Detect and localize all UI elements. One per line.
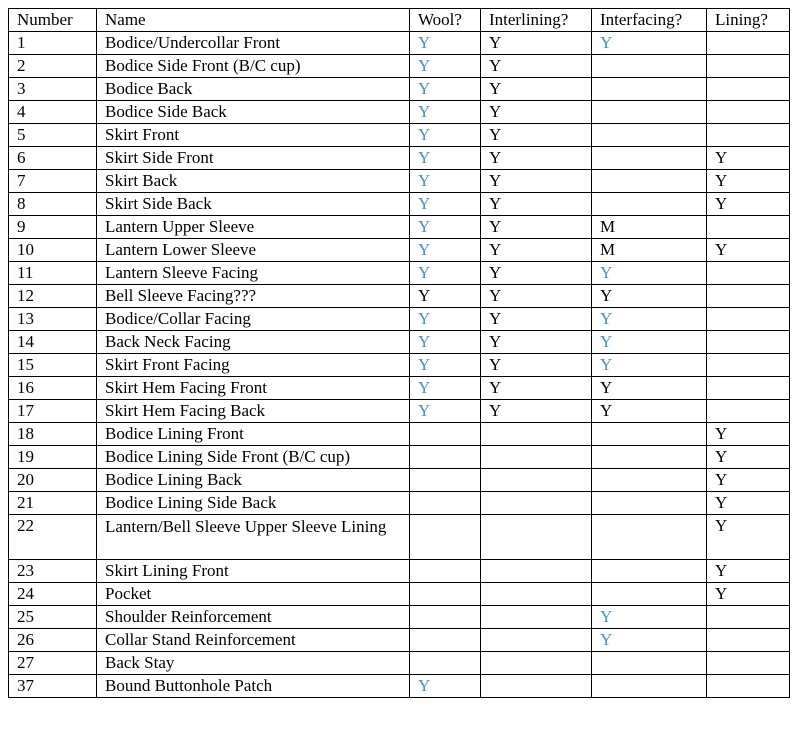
cell-interlining (481, 492, 592, 515)
cell-wool (410, 583, 481, 606)
cell-name: Skirt Side Front (97, 147, 410, 170)
table-row (9, 239, 790, 262)
cell-lining: Y (707, 147, 790, 170)
cell-interfacing: M (592, 239, 707, 262)
table-row (9, 78, 790, 101)
cell-wool: Y (410, 55, 481, 78)
table-row (9, 308, 790, 331)
cell-interlining: Y (481, 193, 592, 216)
cell-interlining: Y (481, 55, 592, 78)
cell-interfacing (592, 652, 707, 675)
cell-interfacing: M (592, 216, 707, 239)
cell-interfacing: Y (592, 377, 707, 400)
table-row (9, 32, 790, 55)
cell-interlining (481, 629, 592, 652)
table-row (9, 55, 790, 78)
cell-number: 9 (9, 216, 97, 239)
cell-wool: Y (410, 101, 481, 124)
table-row (9, 262, 790, 285)
cell-number: 13 (9, 308, 97, 331)
cell-name: Bodice Lining Side Front (B/C cup) (97, 446, 410, 469)
cell-lining (707, 331, 790, 354)
cell-lining: Y (707, 193, 790, 216)
cell-lining: Y (707, 583, 790, 606)
header-number: Number (9, 9, 97, 32)
cell-number: 10 (9, 239, 97, 262)
cell-interlining: Y (481, 262, 592, 285)
cell-lining (707, 400, 790, 423)
cell-number: 7 (9, 170, 97, 193)
cell-name: Bodice Lining Front (97, 423, 410, 446)
cell-interfacing (592, 560, 707, 583)
cell-wool (410, 606, 481, 629)
cell-name: Pocket (97, 583, 410, 606)
cell-wool: Y (410, 193, 481, 216)
cell-interlining: Y (481, 32, 592, 55)
cell-wool (410, 469, 481, 492)
cell-wool (410, 629, 481, 652)
cell-lining (707, 55, 790, 78)
header-wool: Wool? (410, 9, 481, 32)
cell-name: Back Stay (97, 652, 410, 675)
cell-name: Bodice Lining Back (97, 469, 410, 492)
cell-interfacing (592, 492, 707, 515)
cell-interlining: Y (481, 400, 592, 423)
cell-lining (707, 606, 790, 629)
table-row (9, 400, 790, 423)
cell-wool: Y (410, 216, 481, 239)
cell-interfacing: Y (592, 354, 707, 377)
cell-number: 19 (9, 446, 97, 469)
cell-name: Bound Buttonhole Patch (97, 675, 410, 698)
cell-name: Bodice Side Back (97, 101, 410, 124)
cell-interlining (481, 423, 592, 446)
header-interlining: Interlining? (481, 9, 592, 32)
cell-interlining (481, 515, 592, 560)
table-row (9, 469, 790, 492)
table-row (9, 583, 790, 606)
header-lining: Lining? (707, 9, 790, 32)
cell-lining: Y (707, 446, 790, 469)
cell-interlining: Y (481, 147, 592, 170)
cell-lining: Y (707, 560, 790, 583)
cell-wool: Y (410, 170, 481, 193)
cell-name: Bodice Lining Side Back (97, 492, 410, 515)
table-row (9, 124, 790, 147)
cell-name: Skirt Front (97, 124, 410, 147)
cell-lining: Y (707, 515, 790, 560)
cell-interfacing (592, 147, 707, 170)
cell-name: Bell Sleeve Facing??? (97, 285, 410, 308)
cell-number: 12 (9, 285, 97, 308)
cell-number: 4 (9, 101, 97, 124)
cell-interlining (481, 583, 592, 606)
cell-name: Skirt Hem Facing Back (97, 400, 410, 423)
cell-wool: Y (410, 331, 481, 354)
cell-interfacing (592, 78, 707, 101)
cell-interlining: Y (481, 285, 592, 308)
cell-wool: Y (410, 675, 481, 698)
cell-number: 37 (9, 675, 97, 698)
cell-number: 11 (9, 262, 97, 285)
cell-number: 25 (9, 606, 97, 629)
cell-number: 6 (9, 147, 97, 170)
cell-lining (707, 216, 790, 239)
cell-number: 26 (9, 629, 97, 652)
cell-name: Skirt Back (97, 170, 410, 193)
cell-interfacing (592, 469, 707, 492)
cell-wool (410, 423, 481, 446)
cell-name: Collar Stand Reinforcement (97, 629, 410, 652)
cell-name: Lantern/Bell Sleeve Upper Sleeve Lining (97, 515, 410, 560)
cell-lining (707, 354, 790, 377)
cell-interfacing: Y (592, 606, 707, 629)
cell-interlining: Y (481, 216, 592, 239)
cell-number: 24 (9, 583, 97, 606)
cell-number: 22 (9, 515, 97, 560)
cell-name: Bodice/Undercollar Front (97, 32, 410, 55)
cell-lining (707, 32, 790, 55)
cell-number: 1 (9, 32, 97, 55)
cell-lining (707, 262, 790, 285)
cell-wool: Y (410, 354, 481, 377)
cell-interfacing: Y (592, 285, 707, 308)
cell-lining (707, 652, 790, 675)
cell-number: 16 (9, 377, 97, 400)
cell-interfacing: Y (592, 400, 707, 423)
header-row (9, 9, 790, 32)
cell-wool (410, 560, 481, 583)
table-row (9, 147, 790, 170)
cell-name: Bodice Back (97, 78, 410, 101)
cell-interfacing (592, 55, 707, 78)
table-row (9, 652, 790, 675)
cell-interlining: Y (481, 170, 592, 193)
cell-number: 20 (9, 469, 97, 492)
cell-interlining (481, 675, 592, 698)
cell-lining: Y (707, 469, 790, 492)
cell-interlining (481, 652, 592, 675)
cell-interlining: Y (481, 101, 592, 124)
cell-number: 21 (9, 492, 97, 515)
cell-number: 23 (9, 560, 97, 583)
table-row (9, 560, 790, 583)
cell-wool: Y (410, 32, 481, 55)
table-body (9, 9, 790, 698)
cell-wool: Y (410, 239, 481, 262)
table-row (9, 675, 790, 698)
cell-interfacing: Y (592, 331, 707, 354)
cell-lining: Y (707, 170, 790, 193)
table-row (9, 285, 790, 308)
cell-name: Bodice/Collar Facing (97, 308, 410, 331)
table-row (9, 193, 790, 216)
table-row (9, 629, 790, 652)
cell-number: 8 (9, 193, 97, 216)
header-interfacing: Interfacing? (592, 9, 707, 32)
table-row (9, 377, 790, 400)
cell-number: 18 (9, 423, 97, 446)
cell-wool (410, 446, 481, 469)
cell-interfacing: Y (592, 308, 707, 331)
cell-interfacing (592, 675, 707, 698)
pattern-pieces-table (8, 8, 790, 698)
cell-wool (410, 652, 481, 675)
cell-wool: Y (410, 78, 481, 101)
cell-interlining: Y (481, 377, 592, 400)
cell-interlining: Y (481, 78, 592, 101)
cell-wool: Y (410, 285, 481, 308)
cell-name: Skirt Lining Front (97, 560, 410, 583)
cell-lining (707, 629, 790, 652)
cell-interfacing (592, 423, 707, 446)
cell-interlining (481, 606, 592, 629)
cell-lining (707, 675, 790, 698)
cell-name: Back Neck Facing (97, 331, 410, 354)
cell-lining: Y (707, 492, 790, 515)
cell-name: Lantern Lower Sleeve (97, 239, 410, 262)
cell-interlining (481, 446, 592, 469)
cell-wool: Y (410, 308, 481, 331)
cell-number: 17 (9, 400, 97, 423)
cell-interfacing: Y (592, 629, 707, 652)
table-row (9, 492, 790, 515)
cell-name: Lantern Sleeve Facing (97, 262, 410, 285)
cell-interlining (481, 560, 592, 583)
table-row (9, 446, 790, 469)
table-row (9, 354, 790, 377)
table-row (9, 331, 790, 354)
cell-interfacing (592, 124, 707, 147)
cell-wool (410, 515, 481, 560)
table-row (9, 423, 790, 446)
cell-interlining: Y (481, 239, 592, 262)
cell-wool (410, 492, 481, 515)
cell-interfacing: Y (592, 32, 707, 55)
cell-wool: Y (410, 377, 481, 400)
cell-interfacing (592, 583, 707, 606)
table-row (9, 101, 790, 124)
cell-name: Lantern Upper Sleeve (97, 216, 410, 239)
table-row (9, 170, 790, 193)
cell-number: 5 (9, 124, 97, 147)
cell-wool: Y (410, 147, 481, 170)
cell-number: 27 (9, 652, 97, 675)
cell-name: Bodice Side Front (B/C cup) (97, 55, 410, 78)
cell-wool: Y (410, 262, 481, 285)
cell-lining (707, 78, 790, 101)
header-name: Name (97, 9, 410, 32)
cell-interfacing (592, 101, 707, 124)
cell-name: Skirt Hem Facing Front (97, 377, 410, 400)
cell-lining (707, 308, 790, 331)
cell-lining (707, 285, 790, 308)
cell-name: Shoulder Reinforcement (97, 606, 410, 629)
cell-interlining (481, 469, 592, 492)
cell-lining (707, 377, 790, 400)
cell-number: 3 (9, 78, 97, 101)
cell-interlining: Y (481, 354, 592, 377)
cell-wool: Y (410, 400, 481, 423)
cell-interfacing: Y (592, 262, 707, 285)
cell-name: Skirt Side Back (97, 193, 410, 216)
cell-lining (707, 101, 790, 124)
cell-lining: Y (707, 423, 790, 446)
cell-interlining: Y (481, 308, 592, 331)
table-row (9, 606, 790, 629)
cell-interlining: Y (481, 331, 592, 354)
cell-interfacing (592, 193, 707, 216)
table-row (9, 515, 790, 560)
cell-name: Skirt Front Facing (97, 354, 410, 377)
cell-interfacing (592, 446, 707, 469)
cell-interfacing (592, 170, 707, 193)
cell-lining: Y (707, 239, 790, 262)
cell-number: 15 (9, 354, 97, 377)
cell-number: 14 (9, 331, 97, 354)
cell-interfacing (592, 515, 707, 560)
cell-number: 2 (9, 55, 97, 78)
cell-wool: Y (410, 124, 481, 147)
cell-lining (707, 124, 790, 147)
cell-interlining: Y (481, 124, 592, 147)
table-row (9, 216, 790, 239)
